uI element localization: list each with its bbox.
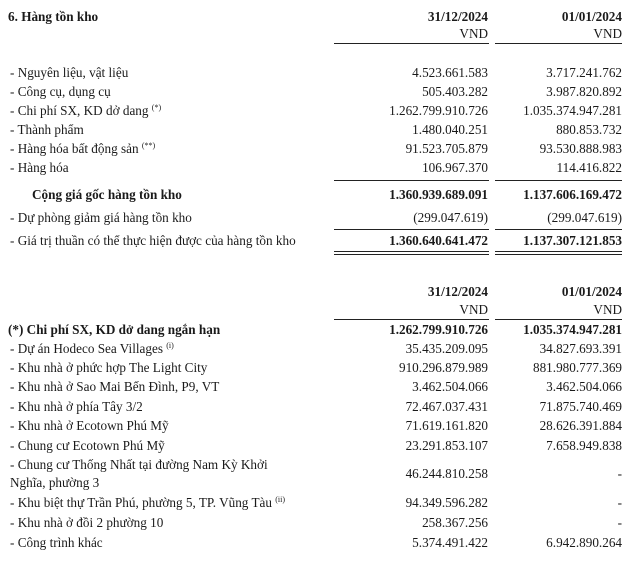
provision-value-1: (299.047.619)	[413, 210, 488, 225]
net-value-2: 1.137.307.121.853	[523, 233, 622, 248]
inventory-row-value-1: 1.262.799.910.726	[389, 103, 488, 118]
total-value-2: 1.137.606.169.472	[523, 187, 622, 202]
inventory-row-value-2: 93.530.888.983	[539, 141, 622, 156]
project-row-value-1: 46.244.810.258	[405, 466, 488, 481]
footnote-marker: (*)	[151, 103, 162, 112]
project-row-value-1: 910.296.879.989	[398, 360, 488, 375]
header-underline-1	[334, 43, 489, 44]
net-line-1	[334, 229, 489, 230]
inventory-row-value-2: 1.035.374.947.281	[523, 103, 622, 118]
project-row-value-1: 35.435.209.095	[405, 341, 488, 356]
project-row-label: - Khu nhà ở đồi 2 phường 10	[10, 515, 164, 530]
project-row-label-continued: Nghĩa, phường 3	[10, 475, 100, 490]
col-header-date-1: 31/12/2024	[427, 284, 488, 299]
project-row-label: - Chung cư Ecotown Phú Mỹ	[10, 438, 165, 453]
project-row-value-2: 34.827.693.391	[539, 341, 622, 356]
project-row-label: - Khu nhà ở Ecotown Phú Mỹ	[10, 418, 169, 433]
wip-header-value-2: 1.035.374.947.281	[523, 322, 622, 337]
project-row-value-2: 7.658.949.838	[546, 438, 622, 453]
project-row-value-1: 72.467.037.431	[405, 399, 488, 414]
project-row-label: - Công trình khác	[10, 535, 103, 550]
header-underline-2	[495, 43, 622, 44]
col-unit-2: VND	[593, 26, 622, 41]
project-row-value-2: 6.942.890.264	[546, 535, 622, 550]
col-header-date-1: 31/12/2024	[427, 9, 488, 24]
project-row-value-2: 28.626.391.884	[539, 418, 622, 433]
project-row-label: - Khu nhà ở phía Tây 3/2	[10, 399, 143, 414]
inventory-row-value-1: 505.403.282	[422, 84, 488, 99]
col-header-date-2: 01/01/2024	[561, 284, 622, 299]
col-unit-1: VND	[459, 26, 488, 41]
section-title: 6. Hàng tồn kho	[8, 9, 99, 24]
project-row-label: - Dự án Hodeco Sea Villages $^{(i)}$	[10, 341, 174, 356]
project-row-value-1: 71.619.161.820	[405, 418, 488, 433]
col-header-date-2: 01/01/2024	[561, 9, 622, 24]
inventory-row-value-2: 880.853.732	[556, 122, 622, 137]
footnote-marker: (**)	[141, 141, 156, 150]
inventory-row-label: - Thành phẩm	[10, 122, 84, 137]
col-unit-1: VND	[459, 302, 488, 317]
project-row-value-2: -	[617, 466, 622, 481]
inventory-row-value-1: 1.480.040.251	[412, 122, 488, 137]
inventory-row-value-1: 4.523.661.583	[412, 65, 488, 80]
project-row-value-1: 94.349.596.282	[405, 495, 488, 510]
project-row-value-2: -	[617, 495, 622, 510]
project-row-value-1: 23.291.853.107	[405, 438, 488, 453]
col-unit-2: VND	[593, 302, 622, 317]
footnote-marker: (i)	[166, 341, 174, 350]
project-row-label: - Khu nhà ở phức hợp The Light City	[10, 360, 208, 375]
header-underline-2	[495, 319, 622, 320]
project-row-value-1: 3.462.504.066	[412, 379, 488, 394]
footnote-marker: (ii)	[275, 495, 286, 504]
inventory-row-label: - Nguyên liệu, vật liệu	[10, 65, 129, 80]
subtotal-line-2	[495, 180, 622, 181]
project-row-value-2: 881.980.777.369	[532, 360, 622, 375]
project-row-label: - Chung cư Thống Nhất tại đường Nam Kỳ Khởi	[10, 457, 268, 472]
inventory-row-label: - Hàng hóa bất động sản (**)	[10, 141, 156, 156]
project-row-label: - Khu biệt thự Trần Phú, phường 5, TP. Vũng Tàu $^{(ii)}$	[10, 495, 286, 510]
provision-value-2: (299.047.619)	[547, 210, 622, 225]
project-row-label: - Khu nhà ở Sao Mai Bến Đình, P9, VT	[10, 379, 220, 394]
net-value-label: - Giá trị thuần có thể thực hiện được của hàng tồn kho	[10, 233, 296, 248]
project-row-value-2: 71.875.740.469	[539, 399, 622, 414]
project-row-value-2: 3.462.504.066	[546, 379, 622, 394]
provision-label: - Dự phòng giảm giá hàng tồn kho	[10, 210, 192, 225]
net-value-1: 1.360.640.641.472	[389, 233, 488, 248]
inventory-row-value-2: 3.717.241.762	[546, 65, 622, 80]
net-double-line-1	[334, 251, 489, 255]
wip-header-value-1: 1.262.799.910.726	[389, 322, 488, 337]
inventory-row-value-2: 114.416.822	[556, 160, 622, 175]
net-double-line-2	[495, 251, 622, 255]
project-row-value-2: -	[617, 515, 622, 530]
inventory-row-value-1: 106.967.370	[422, 160, 488, 175]
inventory-row-label: - Hàng hóa	[10, 160, 69, 175]
project-row-value-1: 5.374.491.422	[412, 535, 488, 550]
total-label: Cộng giá gốc hàng tồn kho	[32, 187, 182, 202]
header-underline-1	[334, 319, 489, 320]
subtotal-line-1	[334, 180, 489, 181]
inventory-row-label: - Công cụ, dụng cụ	[10, 84, 111, 99]
inventory-row-value-2: 3.987.820.892	[546, 84, 622, 99]
wip-header-label: (*) Chi phí SX, KD dở dang ngắn hạn	[8, 322, 221, 337]
inventory-row-label: - Chi phí SX, KD dở dang (*)	[10, 103, 162, 118]
net-line-2	[495, 229, 622, 230]
project-row-value-1: 258.367.256	[422, 515, 488, 530]
inventory-row-value-1: 91.523.705.879	[405, 141, 488, 156]
total-value-1: 1.360.939.689.091	[389, 187, 488, 202]
